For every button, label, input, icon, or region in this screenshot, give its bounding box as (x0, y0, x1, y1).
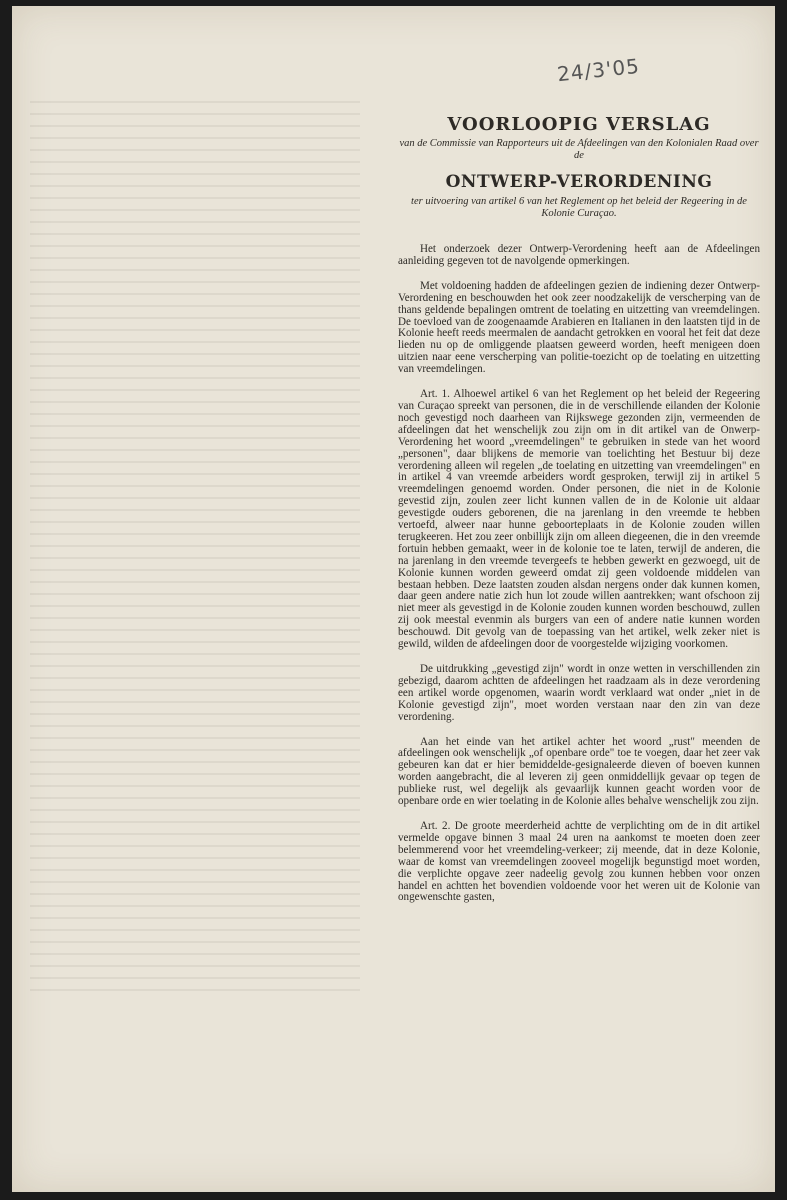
body-text (398, 244, 760, 904)
document-page (12, 6, 775, 1192)
paragraph: Het onderzoek dezer Ontwerp-Verordening heeft aan de Afdeelingen aanleiding gegeven tot de navolgende opmerkingen. (398, 243, 760, 267)
handwritten-date-note: 24/3'05 (555, 53, 641, 87)
paragraph: Art. 2. De groote meerderheid achtte de verplichting om de in dit artikel vermelde opgave binnen 3 maal 24 uren na aankomst te moeten doen zeer belemmerend voor het vreemdeling-verkeer; zij meende, dat in deze Kolonie, waar de komst van vreemdelingen zooveel mogelijk begunstigd moet worden, die verplichte opgave zeer nadeelig gevolg zou kunnen hebben voor onzen handel en achtten het bovendien voldoende voor het weren uit de Kolonie van ongewenschte gasten, (398, 819, 760, 904)
document-title: VOORLOOPIG VERSLAG (447, 114, 711, 135)
paragraph: Met voldoening hadden de afdeelingen gezien de indiening dezer Ontwerp-Verordening en beschouwden het ook zeer noodzakelijk de verscherping van de thans geldende bepalingen omtrent de toelating en uitzetting van vreemdelingen. De toevloed van de zoogenaamde Arabieren en Italianen in den laatsten tijd in de Kolonie heeft reeds meermalen de aandacht getrokken en vooral het feit dat deze lieden nu op de omliggende plaatsen geweerd worden, heeft menigeen doen uitzien naar eene verscherping van politie-toezicht op de toelating en uitzetting van vreemdelingen. (398, 279, 760, 376)
text-column (398, 114, 760, 904)
heading-subtitle: ter uitvoering van artikel 6 van het Reglement op het beleid der Regeering in de Kolonie Curaçao. (411, 196, 747, 219)
bleed-through-text (30, 101, 360, 1001)
paragraph: Art. 1. Alhoewel artikel 6 van het Reglement op het beleid der Regeering van Curaçao spreekt van personen, die in de verschillende eilanden der Kolonie noch gevestigd noch daarheen van Rijkswege gezonden zijn, vermeenden de afdeelingen dat het wenschelijk zou zijn om in dit artikel van de Onwerp-Verordening het woord „vreemdelingen" te gebruiken in stede van het woord „personen", daar blijkens de memorie van toelichting het Bestuur bij deze verordening alleen wil regelen „de toelating en uitzetting van vreemdelingen" en in artikel 4 van vreemde arbeiders wordt gesproken, terwijl zij in artikel 5 vreemdelingen genoemd worden. Onder personen, die niet in de Kolonie gevestid zijn, zoulen zeer licht kunnen vallen de in de Kolonie uit aldaar gevestigde ouders geborenen, die na jarenlang in den vreemde te hebben vertoefd, alweer naar hunne geboorteplaats in de Kolonie zouden willen terugkeeren. Het zou zeer onbillijk zijn om alleen diegeenen, die in den vreemde fortuin hebben gemaakt, weer in de kolonie toe te laten, terwijl de anderen, die na jarenlang in den vreemde tevergeefs te hebben gewerkt en gezwoegd, uit de Kolonie kunnen worden geweerd omdat zij geen voldoende middelen van bestaan hebben. Deze laatsten zouden alsdan nergens onder dak kunnen komen, daar geen andere natie zich hun lot zoude willen aantrekken; want ofschoon zij niet meer als gevestigd in de Kolonie zouden kunnen worden beschouwd, zullen zij ook meestal evenmin als burgers van een of andere natie kunnen worden beschouwd. Dit gevolg van de toepassing van het artikel, welk zeker niet is gewild, wilden de afdeelingen door de voorgestelde wijziging voorkomen. (398, 388, 760, 651)
document-heading: ONTWERP-VERORDENING (445, 172, 713, 192)
paragraph: Aan het einde van het artikel achter het woord „rust" meenden de afdeelingen ook wenschelijk „of openbare orde" toe te voegen, daar het zeer vak gebeuren kan dat er hier bemiddelde-gesignaleerde dieven of boeven kunnen worden aangebracht, die al leveren zij geen onmiddellijk gevaar op tegen de publieke rust, wel degelijk als gevaarlijk kunnen geacht worden voor de openbare orde en wier toelating in de Kolonie alles behalve wenschelijk zou zijn. (398, 735, 760, 808)
paragraph: De uitdrukking „gevestigd zijn" wordt in onze wetten in verschillenden zin gebezigd, daarom achtten de afdeelingen het raadzaam als in deze verordening een artikel worde opgenomen, waarin wordt verklaard wat onder „niet in de Kolonie gevestigd zijn", moet worden verstaan naar den zin van deze verordening. (398, 663, 760, 723)
document-subtitle: van de Commissie van Rapporteurs uit de Afdeelingen van den Kolonialen Raad over de (399, 138, 759, 161)
